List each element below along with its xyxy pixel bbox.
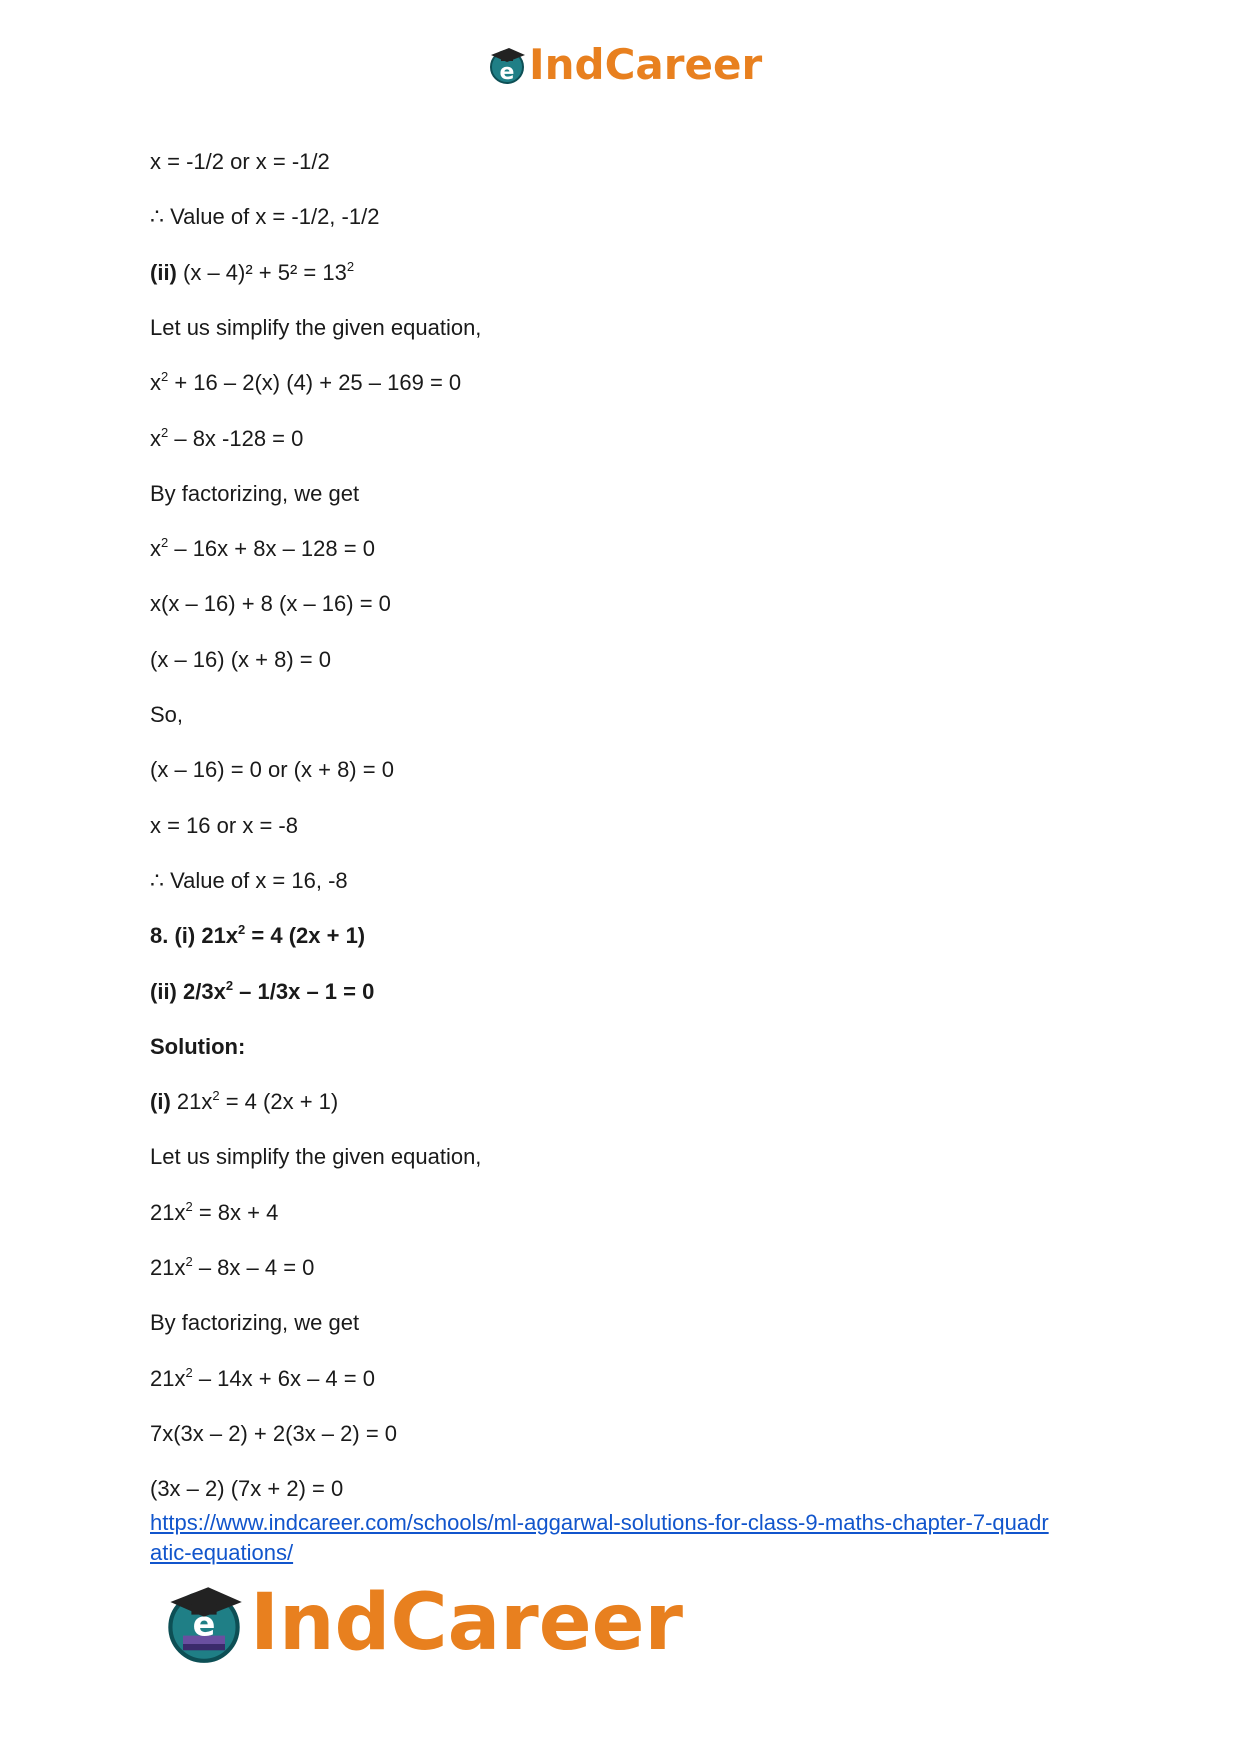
- text-line: $21x^2 - 8x - 4 = 0$: [150, 1254, 315, 1280]
- text-line: By factorizing, we get: [150, 481, 360, 506]
- graduation-globe-icon: [162, 1581, 246, 1665]
- solution-heading: Solution:: [150, 1034, 246, 1059]
- graduation-globe-icon: [487, 45, 527, 85]
- text-line: $21x^2 = 8x + 4$: [150, 1199, 279, 1225]
- text-line: By factorizing, we get: [150, 1310, 360, 1335]
- text-line: Let us simplify the given equation,: [150, 315, 482, 340]
- header-logo[interactable]: [487, 40, 762, 90]
- text-line: $x^2 - 16x + 8x - 128 = 0$: [150, 535, 375, 561]
- text-line: ∴ Value of x = -1/2, -1/2: [150, 204, 380, 229]
- footer-logo[interactable]: [162, 1578, 683, 1668]
- text-line: (x – 16) (x + 8) = 0: [150, 647, 331, 672]
- text-line: $x^2 - 8x$ -128 = 0: [150, 425, 304, 451]
- svg-text:e: e: [192, 1604, 216, 1644]
- text-line: Let us simplify the given equation,: [150, 1144, 482, 1169]
- text-line: ∴ Value of x = 16, -8: [150, 868, 348, 893]
- svg-text:e: e: [499, 60, 515, 85]
- question-heading: (ii) $2/3x^2 - 1/3x - 1 = 0$: [150, 978, 375, 1004]
- header-brand-text: IndCareer: [529, 40, 763, 89]
- text-line: $x^2 + 16 - 2(x) (4) + 25 - 169 = 0$: [150, 369, 462, 395]
- text-line: x = 16 or x = -8: [150, 813, 298, 838]
- question-heading: 8. (i) $21x^2 = 4$ (2x + 1): [150, 922, 366, 948]
- text-line: (i) $21x^2 = 4$ (2x + 1): [150, 1088, 339, 1114]
- text-line: x(x – 16) + 8 (x – 16) = 0: [150, 591, 391, 616]
- source-link[interactable]: https://www.indcareer.com/schools/ml-aggarwal-solutions-for-class-9-maths-chapter-7-quadr atic-equations/: [150, 1510, 1049, 1565]
- text-line: (ii) $(x - 4)^2 + 5^2 = 13^2$: [150, 259, 355, 285]
- text-line: (x – 16) = 0 or (x + 8) = 0: [150, 757, 394, 782]
- text-line: (3x – 2) (7x + 2) = 0: [150, 1476, 344, 1501]
- text-line: $21x^2 - 14x + 6x - 4 = 0$: [150, 1365, 375, 1391]
- footer-brand-text: IndCareer: [250, 1578, 683, 1668]
- text-line: x = -1/2 or x = -1/2: [150, 149, 330, 174]
- text-line: 7x(3x – 2) + 2(3x – 2) = 0: [150, 1421, 398, 1446]
- text-line: So,: [150, 702, 184, 727]
